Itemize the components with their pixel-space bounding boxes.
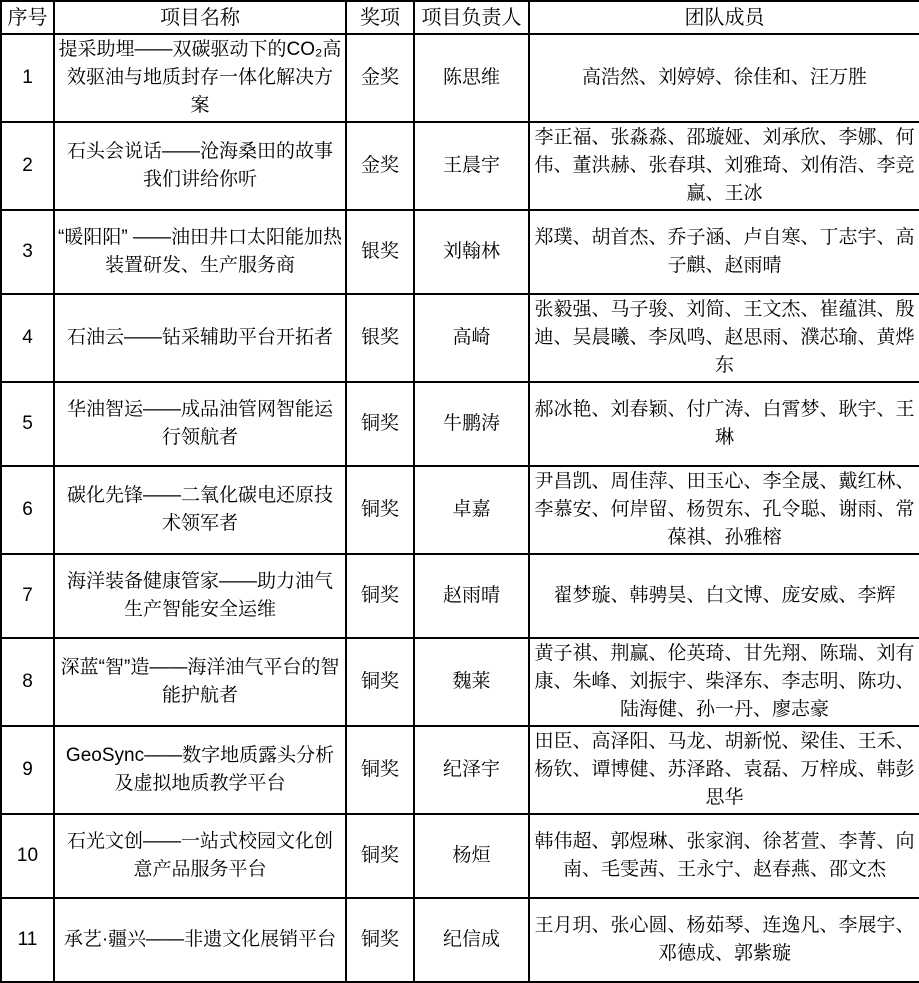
cell-team-members: 尹昌凯、周佳萍、田玉心、李全晟、戴红林、李慕安、何岸留、杨贺东、孔令聪、谢雨、常葆祺、孙雅榕 [529,466,919,554]
cell-award: 金奖 [346,34,414,122]
cell-project-name: “暖阳阳” ——油田井口太阳能加热装置研发、生产服务商 [54,210,346,294]
cell-project-name: 石油云——钻采辅助平台开拓者 [54,294,346,382]
cell-row-number: 3 [1,210,54,294]
table-row [1,294,919,382]
cell-row-number: 6 [1,466,54,554]
cell-row-number: 8 [1,638,54,726]
cell-award: 铜奖 [346,554,414,638]
cell-project-name: 华油智运——成品油管网智能运行领航者 [54,382,346,466]
header-row [1,1,919,34]
cell-team-members: 郑璞、胡首杰、乔子涵、卢自寒、丁志宇、高子麒、赵雨晴 [529,210,919,294]
header-cell-award: 奖项 [346,1,414,34]
cell-award: 银奖 [346,210,414,294]
cell-award: 金奖 [346,122,414,210]
table-row [1,382,919,466]
cell-award: 铜奖 [346,466,414,554]
cell-team-members: 高浩然、刘婷婷、徐佳和、汪万胜 [529,34,919,122]
table-row [1,554,919,638]
cell-award: 铜奖 [346,726,414,814]
cell-row-number: 7 [1,554,54,638]
cell-row-number: 10 [1,814,54,898]
cell-leader: 王晨宇 [414,122,529,210]
cell-row-number: 2 [1,122,54,210]
cell-project-name: 深蓝“智”造——海洋油气平台的智能护航者 [54,638,346,726]
cell-leader: 卓嘉 [414,466,529,554]
cell-team-members: 王月玥、张心圆、杨茹琴、连逸凡、李展宇、邓德成、郭紫璇 [529,898,919,982]
cell-award: 铜奖 [346,638,414,726]
cell-row-number: 4 [1,294,54,382]
cell-row-number: 5 [1,382,54,466]
header-cell-project-name: 项目名称 [54,1,346,34]
cell-project-name: 承艺·疆兴——非遗文化展销平台 [54,898,346,982]
cell-team-members: 黄子祺、荆赢、伦英琦、甘先翔、陈瑞、刘有康、朱峰、刘振宇、柴泽东、李志明、陈功、陆海健、孙一丹、廖志豪 [529,638,919,726]
cell-leader: 纪信成 [414,898,529,982]
cell-row-number: 1 [1,34,54,122]
cell-project-name: 石头会说话——沧海桑田的故事我们讲给你听 [54,122,346,210]
header-cell-no: 序号 [1,1,54,34]
cell-row-number: 9 [1,726,54,814]
cell-leader: 刘翰林 [414,210,529,294]
table-row [1,638,919,726]
table-row [1,466,919,554]
cell-row-number: 11 [1,898,54,982]
cell-leader: 杨烜 [414,814,529,898]
cell-team-members: 李正福、张淼淼、邵璇娅、刘承欣、李娜、何伟、董洪赫、张春琪、刘雅琦、刘侑浩、李竞赢、王冰 [529,122,919,210]
table-row [1,898,919,982]
cell-leader: 魏莱 [414,638,529,726]
cell-award: 银奖 [346,294,414,382]
cell-leader: 纪泽宇 [414,726,529,814]
cell-project-name: 石光文创——一站式校园文化创意产品服务平台 [54,814,346,898]
header-cell-members: 团队成员 [529,1,919,34]
table-row [1,814,919,898]
cell-leader: 赵雨晴 [414,554,529,638]
cell-award: 铜奖 [346,898,414,982]
cell-team-members: 郝冰艳、刘春颖、付广涛、白霄梦、耿宇、王琳 [529,382,919,466]
cell-award: 铜奖 [346,814,414,898]
table-row [1,122,919,210]
header-cell-leader: 项目负责人 [414,1,529,34]
table-row [1,34,919,122]
cell-team-members: 韩伟超、郭煜琳、张家润、徐茗萱、李菁、向南、毛雯茜、王永宁、赵春燕、邵文杰 [529,814,919,898]
cell-team-members: 田臣、高泽阳、马龙、胡新悦、梁佳、王禾、杨钦、谭博健、苏泽路、袁磊、万梓成、韩彭思华 [529,726,919,814]
cell-project-name: GeoSync——数字地质露头分析及虚拟地质教学平台 [54,726,346,814]
cell-leader: 高崎 [414,294,529,382]
cell-team-members: 张毅强、马子骏、刘简、王文杰、崔蕴淇、殷迪、吴晨曦、李凤鸣、赵思雨、濮芯瑜、黄烨东 [529,294,919,382]
cell-project-name: 提采助埋——双碳驱动下的CO₂高效驱油与地质封存一体化解决方案 [54,34,346,122]
cell-team-members: 翟梦璇、韩骋昊、白文博、庞安威、李辉 [529,554,919,638]
cell-leader: 陈思维 [414,34,529,122]
cell-leader: 牛鹏涛 [414,382,529,466]
cell-project-name: 海洋装备健康管家——助力油气生产智能安全运维 [54,554,346,638]
cell-award: 铜奖 [346,382,414,466]
table-row [1,726,919,814]
table-row [1,210,919,294]
cell-project-name: 碳化先锋——二氧化碳电还原技术领军者 [54,466,346,554]
